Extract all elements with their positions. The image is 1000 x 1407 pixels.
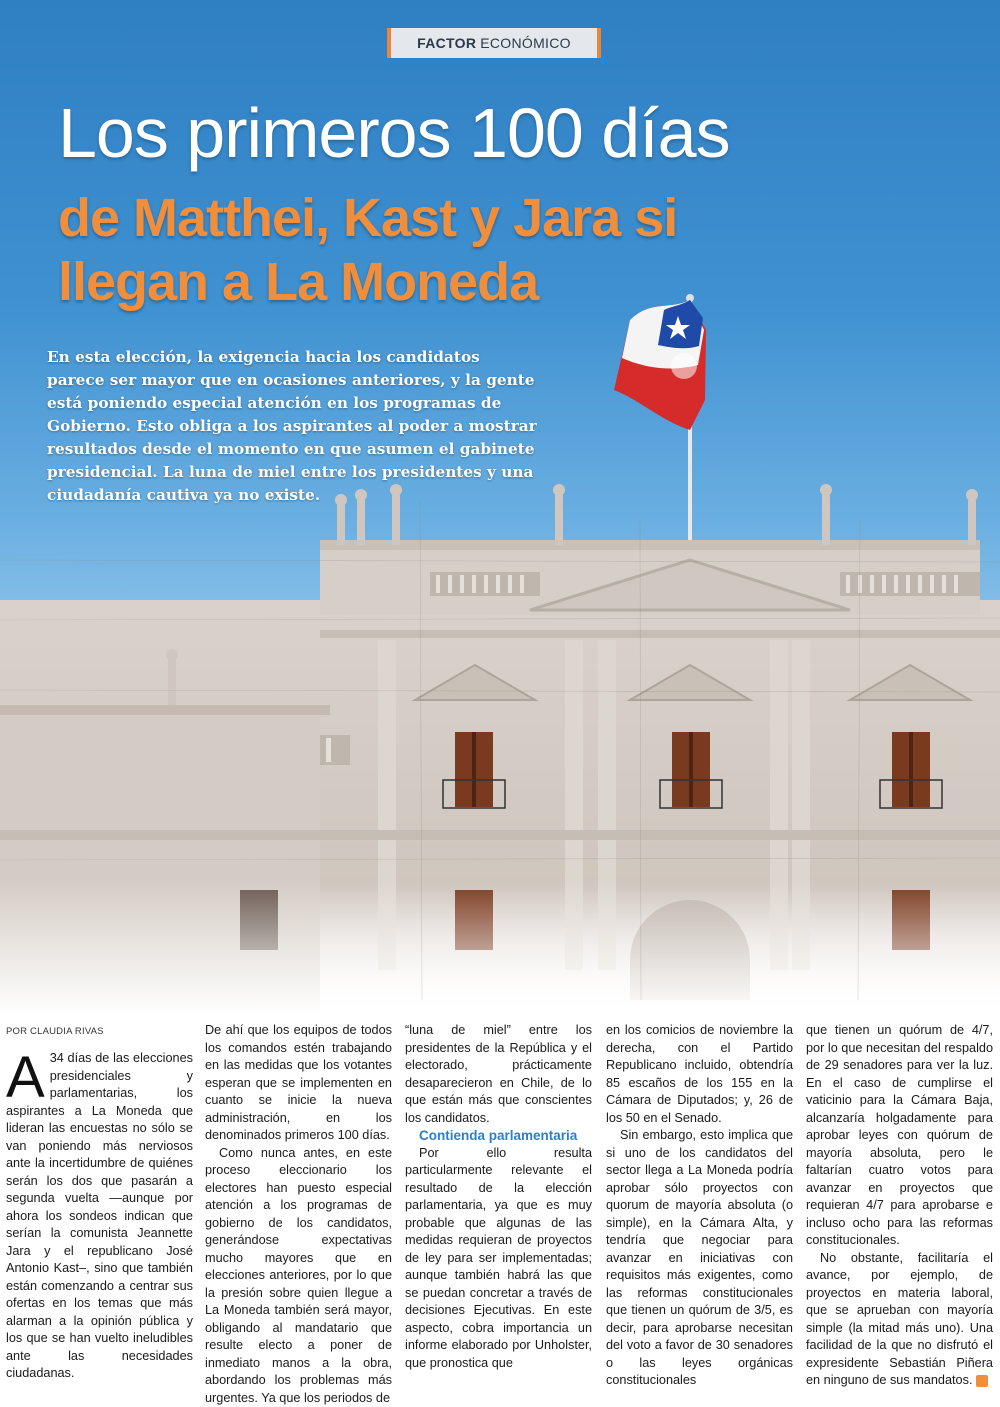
lead-paragraph: En esta elección, la exigencia hacia los candidatos parece ser mayor que en ocasiones anteriores, y la gente está poniendo especial atención en los programas de Gobierno. Esto obliga a los aspirantes al poder a mostrar resultados desde el momento en que asumen el gabinete presidencial. La luna de miel entre los presidentes y una ciudadanía cautiva ya no existe.: [47, 346, 537, 507]
section-tag-bold: FACTOR: [417, 35, 476, 51]
body-paragraph: 34 días de las elecciones presidenciales y parlamentarias, los aspirantes a La Moneda que lideran las encuestas no sólo se van poniendo más nerviosos ante la incertidumbre de quiénes serán los dos que pasarán a segunda vuelta —aunque por ahora los sondeos indican que serían la comunista Jeannette Jara y el republicano José Antonio Kast–, sino que también están comenzando a centrar sus ofertas en los temas que más alarman a la opinión pública y los que se han vuelto ineludibles ante las necesidades ciudadanas.: [6, 1050, 193, 1383]
body-column-5: [806, 1022, 993, 1390]
headline-line-1: Los primeros 100 días: [58, 98, 730, 168]
byline: POR CLAUDIA RIVAS: [6, 1026, 104, 1037]
headline-line-2: de Matthei, Kast y Jara si llegan a La Moneda: [58, 186, 818, 314]
body-paragraph-text: No obstante, facilitaría el avance, por ejemplo, de proyectos en materia laboral, que se aprueban con mayoría simple (la mitad más uno). Una facilidad de la que no disfrutó el expresidente Sebastián Piñera en ninguno de sus mandatos.: [806, 1251, 993, 1388]
section-tag-light: ECONÓMICO: [480, 35, 571, 51]
body-paragraph: Como nunca antes, en este proceso eleccionario los electores han puesto especial atención a los programas de gobierno de los candidatos, generándose expectativas mucho mayores que en elecciones anteriores, por lo que la presión sobre quien llegue a La Moneda también será mayor, obligando al mandatario que resulte electo a poner de inmediato manos a la obra, abordando los problemas más urgentes. Ya que los periodos de: [205, 1145, 392, 1407]
body-column-1: [6, 1050, 193, 1383]
section-tag: [387, 28, 601, 58]
subhead: Contienda parlamentaria: [405, 1127, 592, 1145]
body-paragraph: “luna de miel” entre los presidentes de la República y el electorado, prácticamente desaparecieron en Chile, de lo que están más que conscientes los candidatos.: [405, 1022, 592, 1127]
body-paragraph: en los comicios de noviembre la derecha, con el Partido Republicano incluido, obtendría 85 escaños de los 155 en la Cámara de Diputados; y, 26 de los 50 en el Senado.: [606, 1022, 793, 1127]
body-paragraph: Por ello resulta particularmente relevante el resultado de la elección parlamentaria, ya que es muy probable que algunas de las medidas requieran de proyectos de ley para ser implementadas; aunque también habrá las que se puedan concretar a través de decisiones Ejecutivas. En este aspecto, cobra importancia un informe elaborado por Unholster, que pronostica que: [405, 1145, 592, 1373]
body-paragraph: Sin embargo, esto implica que si uno de los candidatos del sector llega a La Moneda podría aprobar sólo proyectos con quorum de mayoría absoluta (o simple), en la Cámara Alta, y tendría que negociar para avanzar en iniciativas con requisitos más exigentes, como las reformas constitucionales que tienen un quórum de 3/5, es decir, para aprobarse necesitan del voto a favor de 30 senadores o las leyes orgánicas constitucionales: [606, 1127, 793, 1390]
body-paragraph: que tienen un quórum de 4/7, por lo que necesitan del respaldo de 29 senadores para ver la luz. En el caso de cumplirse el vaticinio para la Cámara Baja, alcanzaría holgadamente para aprobar leyes con quórum de mayoría absoluta, pero le faltarían cuatro votos para avanzar en proyectos que requieran 4/7 para aprobarse e incluso ocho para las reformas constitucionales.: [806, 1022, 993, 1250]
body-paragraph: [806, 1250, 993, 1390]
drop-cap: A: [6, 1050, 50, 1102]
chilean-flag-icon: [614, 300, 706, 430]
end-of-article-icon: S: [976, 1375, 988, 1387]
body-column-4: [606, 1022, 793, 1390]
body-column-2: [205, 1022, 392, 1407]
body-column-3: [405, 1022, 592, 1372]
body-paragraph: De ahí que los equipos de todos los comandos estén trabajando en las medidas que los votantes esperan que se implementen en cuanto se inicie la nueva administración, en los denominados primeros 100 días.: [205, 1022, 392, 1145]
